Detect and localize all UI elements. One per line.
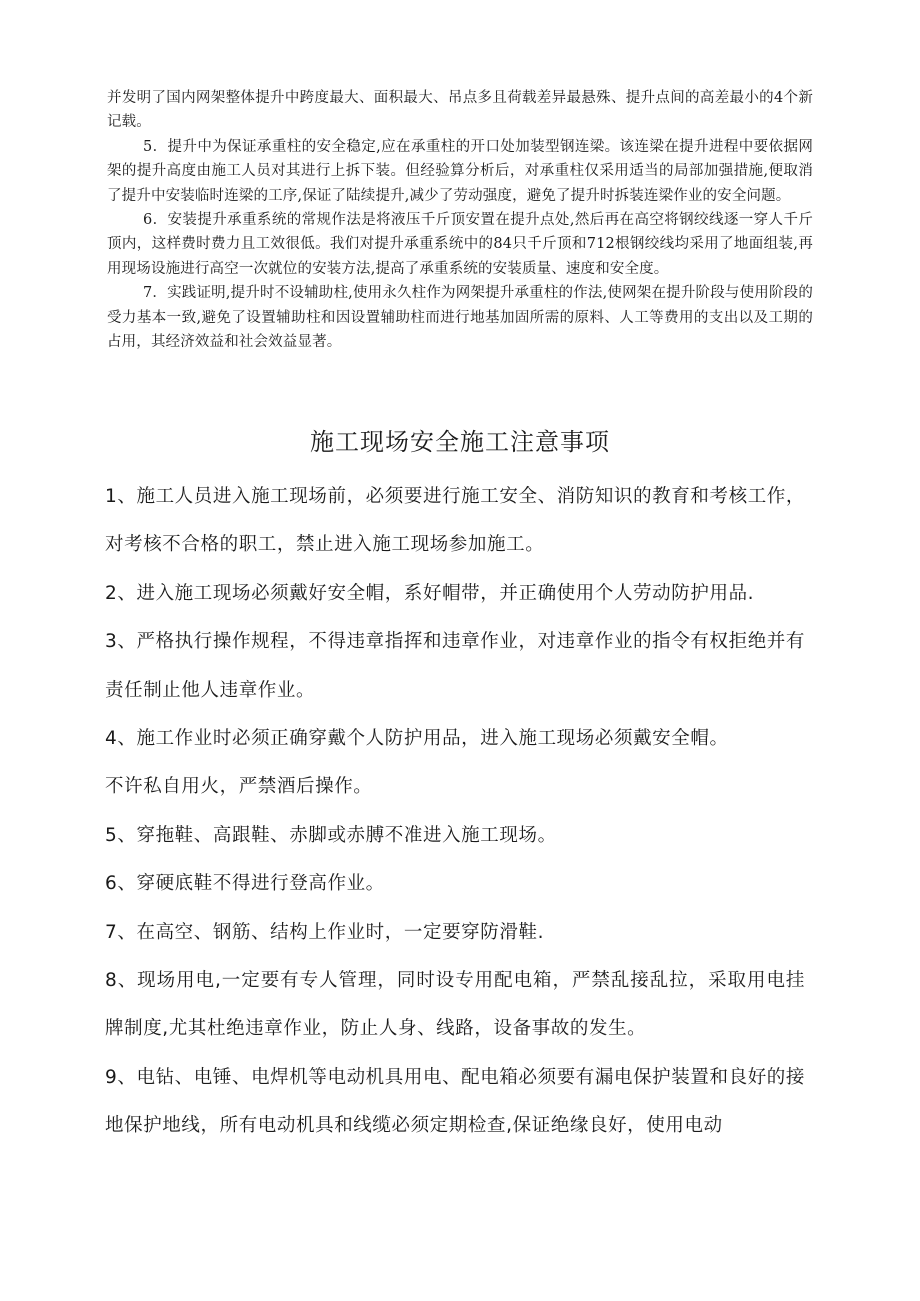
list-item: 2、进入施工现场必须戴好安全帽，系好帽带，并正确使用个人劳动防护用品. <box>105 582 755 604</box>
safety-items-list <box>105 473 805 1151</box>
list-item: 5、穿拖鞋、高跟鞋、赤脚或赤膊不准进入施工现场。 <box>105 824 557 846</box>
list-item: 7、在高空、钢筋、结构上作业时，一定要穿防滑鞋. <box>105 921 545 943</box>
paragraph: 并发明了国内网架整体提升中跨度最大、面积最大、吊点多且荷载差异最悬殊、提升点间的高差最小的4个新记载。 <box>107 90 813 131</box>
list-item: 3、严格执行操作规程，不得违章指挥和违章作业，对违章作业的指令有权拒绝并有责任制止他人违章作业。 <box>105 631 805 701</box>
list-item: 4、施工作业时必须正确穿戴个人防护用品，进入施工现场必须戴安全帽。 <box>105 728 729 750</box>
list-item: 8、现场用电,一定要有专人管理，同时设专用配电箱，严禁乱接乱拉，采取用电挂牌制度,尤其杜绝违章作业，防止人身、线路，设备事故的发生。 <box>105 970 805 1040</box>
list-item: 不许私自用火，严禁酒后操作。 <box>105 776 373 798</box>
section-title: 施工现场安全施工注意事项 <box>310 428 610 456</box>
list-item: 1、施工人员进入施工现场前，必须要进行施工安全、消防知识的教育和考核工作，对考核不合格的职工，禁止进入施工现场参加施工。 <box>105 486 805 556</box>
upper-section <box>107 86 813 354</box>
list-item: 9、电钻、电锤、电焊机等电动机具用电、配电箱必须要有漏电保护装置和良好的接地保护地线，所有电动机具和线缆必须定期检查,保证绝缘良好，使用电动 <box>105 1066 805 1137</box>
paragraph: 7．实践证明,提升时不设辅助柱,使用永久柱作为网架提升承重柱的作法,使网架在提升阶段与使用阶段的受力基本一致,避免了设置辅助柱和因设置辅助柱而进行地基加固所需的原料、人工等费用的支出以及工期的占用，其经济效益和社会效益显著。 <box>107 285 813 351</box>
paragraph: 6．安装提升承重系统的常规作法是将液压千斤顶安置在提升点处,然后再在高空将钢绞线逐一穿人千斤顶内，这样费时费力且工效很低。我们对提升承重系统中的84只千斤顶和712根钢绞线均采用了地面组装,再用现场设施进行高空一次就位的安装方法,提高了承重系统的安装质量、速度和安全度。 <box>107 212 813 277</box>
list-item: 6、穿硬底鞋不得进行登高作业。 <box>105 873 385 895</box>
paragraph: 5．提升中为保证承重柱的安全稳定,应在承重柱的开口处加装型钢连梁。该连梁在提升进程中要依据网架的提升高度由施工人员对其进行上拆下装。但经验算分析后，对承重柱仅采用适当的局部加强措施,便取消了提升中安装临时连梁的工序,保证了陆续提升,减少了劳动强度，避免了提升时拆装连梁作业的安全问题。 <box>107 138 813 204</box>
